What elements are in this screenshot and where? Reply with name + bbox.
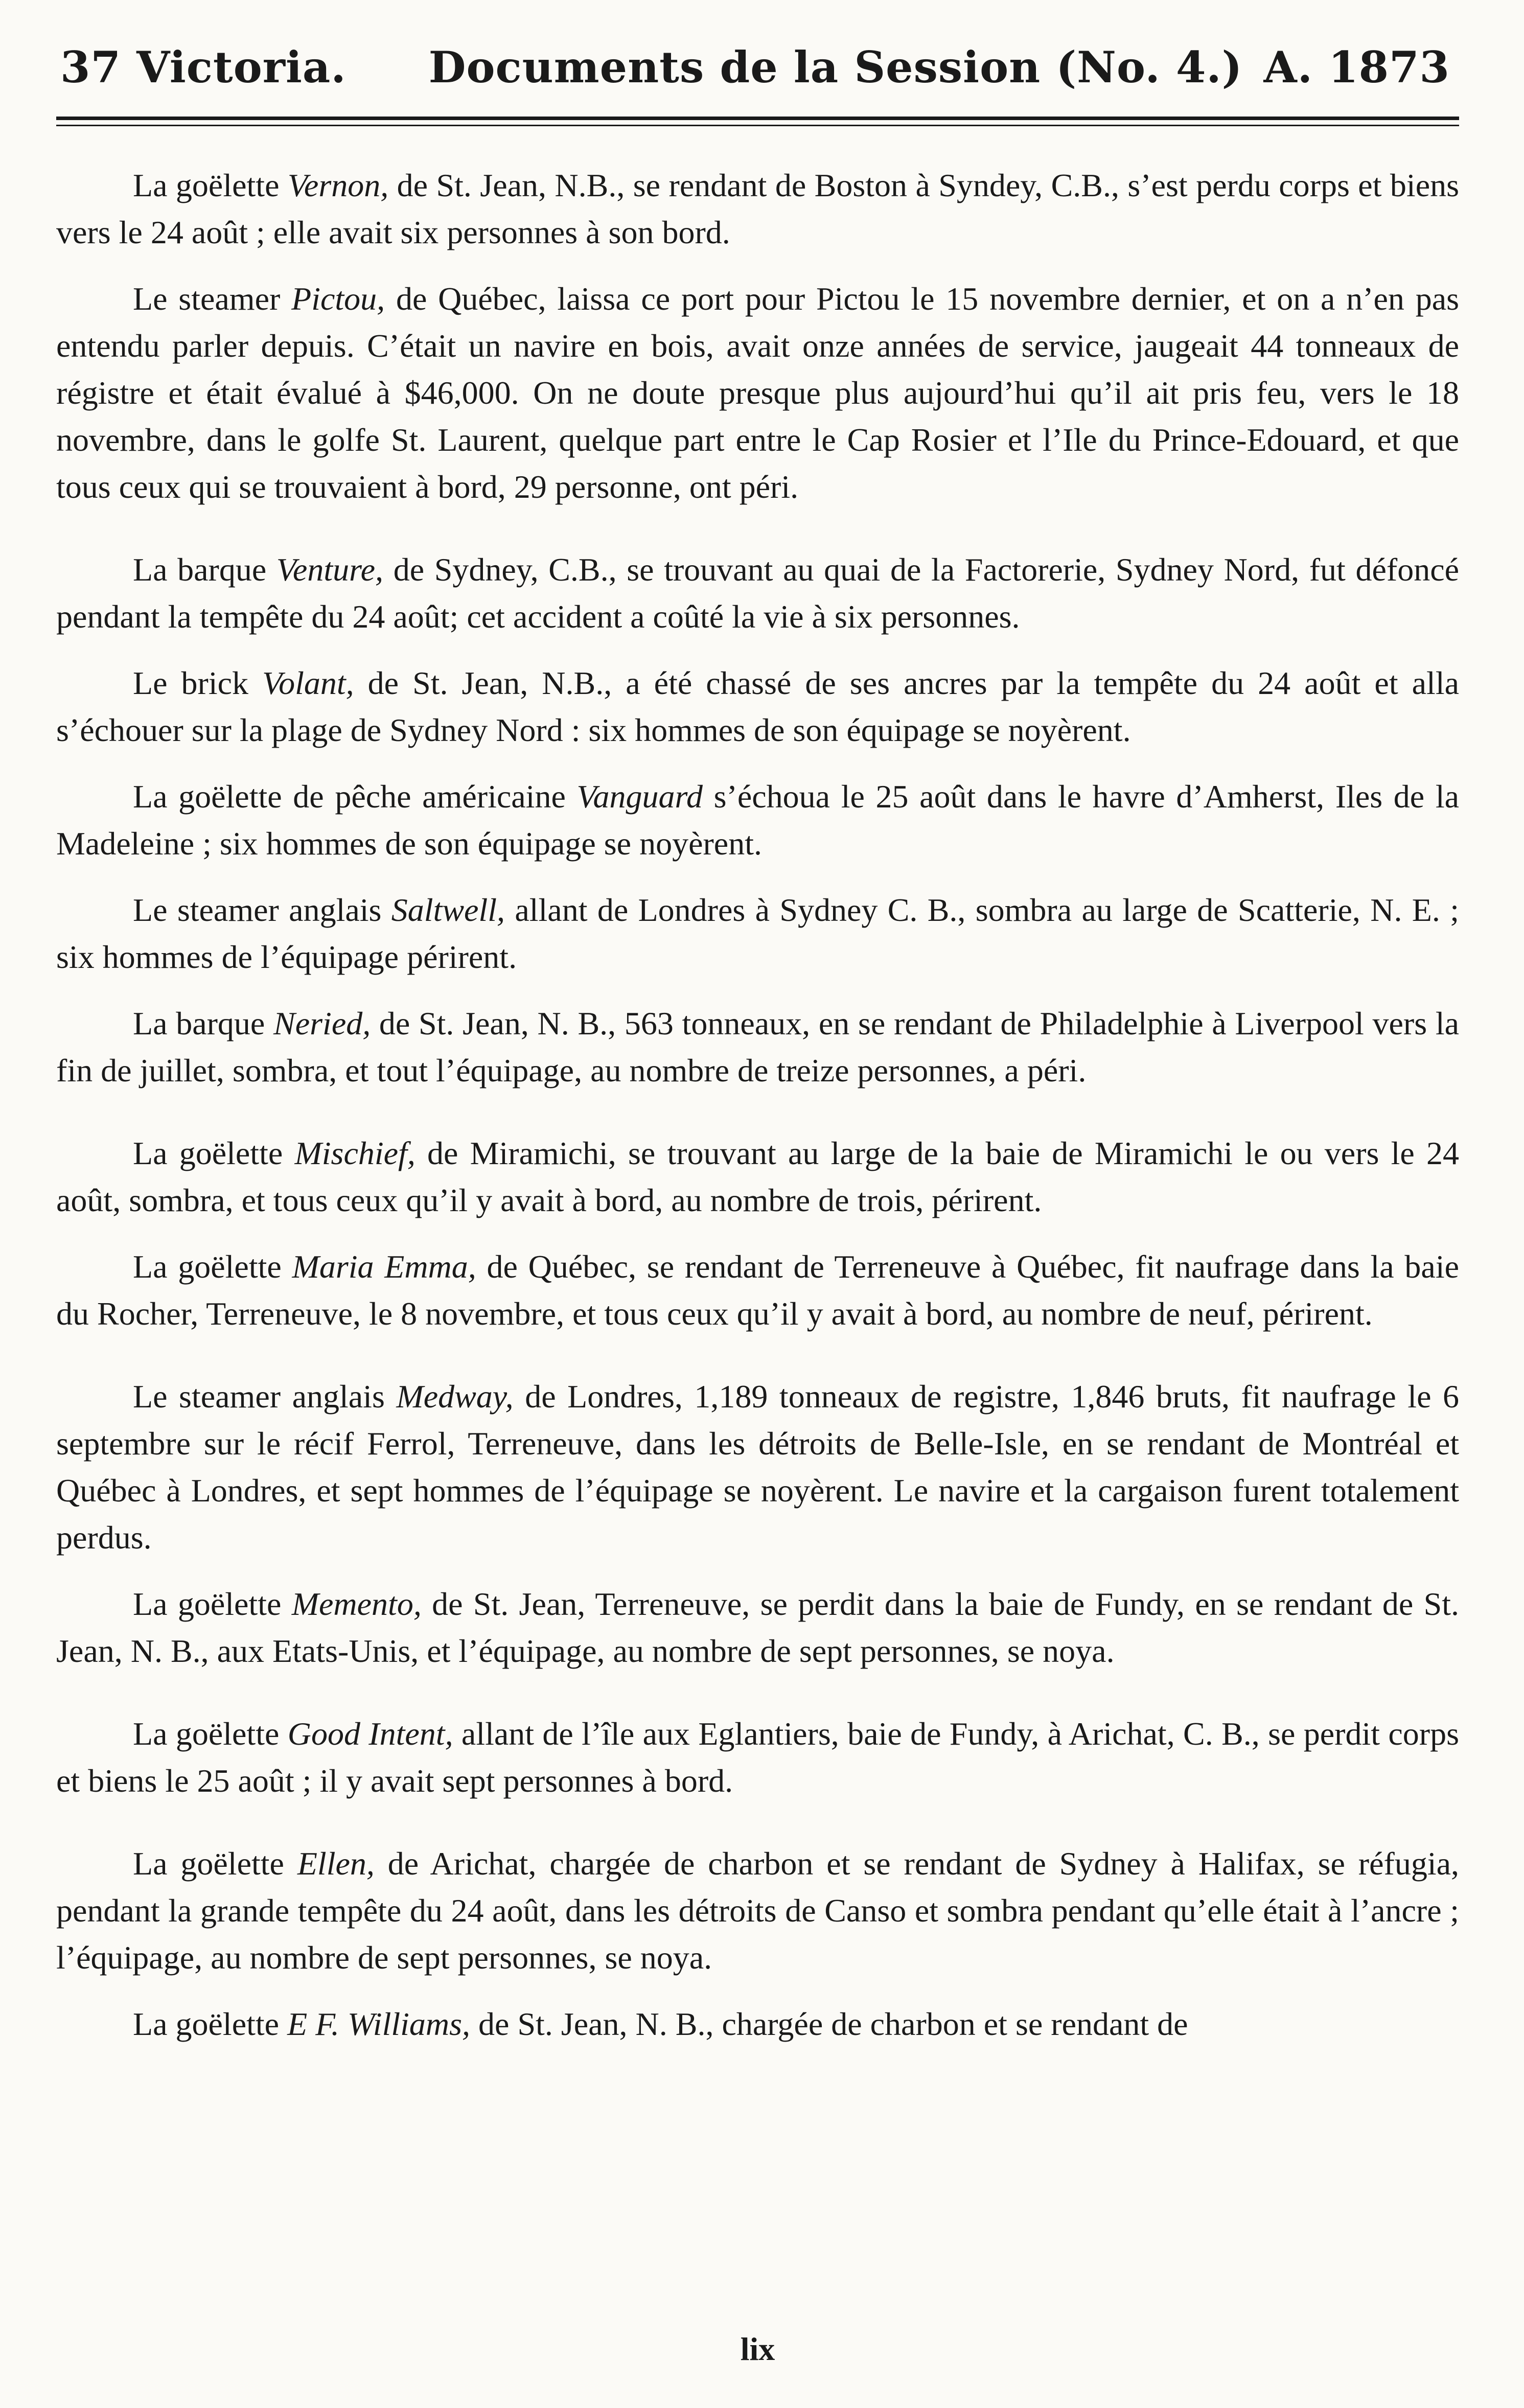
- ship-name: Vanguard: [576, 778, 703, 815]
- ship-name: Ellen,: [297, 1845, 375, 1882]
- paragraph-vernon: La goëlette Vernon, de St. Jean, N.B., se rendant de Boston à Syndey, C.B., s’est perdu corps et biens vers le 24 août ; elle avait six personnes à son bord.: [56, 167, 1460, 250]
- paragraph-pictou: Le steamer Pictou, de Québec, laissa ce port pour Pictou le 15 novembre dernier, et on a n’en pas entendu parler depuis. C’était un navire en bois, avait onze années de service, jaugeait 44 tonneaux de régistre et était évalué à $46,000. On ne doute presque plus aujourd’hui qu’il ait pris feu, vers le 18 novembre, dans le golfe St. Laurent, quelque part entre le Cap Rosier et l’Ile du Prince-Edouard, et que tous ceux qui se trouvaient à bord, 29 personne, ont péri.: [56, 281, 1460, 505]
- body-text: [56, 162, 1459, 2048]
- ship-name: Saltwell,: [391, 892, 505, 928]
- ship-name: Neried,: [273, 1005, 371, 1041]
- running-header: [56, 42, 1459, 92]
- ship-name: Maria Emma,: [292, 1248, 476, 1285]
- paragraph-mischief: La goëlette Mischief, de Miramichi, se trouvant au large de la baie de Miramichi le ou vers le 24 août, sombra, et tous ceux qu’il y avait à bord, au nombre de trois, périrent.: [56, 1135, 1460, 1218]
- header-right: A. 1873: [1263, 42, 1450, 92]
- page-number: lix: [740, 2331, 775, 2367]
- ship-name: Mischief,: [294, 1135, 415, 1171]
- paragraph-e-f-williams: La goëlette E F. Williams, de St. Jean, N. B., chargée de charbon et se rendant de: [133, 2006, 1188, 2042]
- ship-name: Vernon,: [287, 167, 389, 203]
- document-page: [56, 42, 1460, 2376]
- paragraph-vanguard: La goëlette de pêche américaine Vanguard s’échoua le 25 août dans le havre d’Amherst, Iles de la Madeleine ; six hommes de son équipage se noyèrent.: [56, 778, 1460, 862]
- header-left: 37 Victoria.: [60, 42, 347, 92]
- ship-name: Venture,: [276, 551, 384, 588]
- paragraph-venture: La barque Venture, de Sydney, C.B., se trouvant au quai de la Factorerie, Sydney Nord, fut défoncé pendant la tempête du 24 août; cet accident a coûté la vie à six personnes.: [56, 551, 1460, 635]
- ship-name: Volant,: [262, 665, 354, 701]
- ship-name: Memento,: [291, 1586, 422, 1622]
- paragraph-volant: Le brick Volant, de St. Jean, N.B., a été chassé de ses ancres par la tempête du 24 août et alla s’échouer sur la plage de Sydney Nord : six hommes de son équipage se noyèrent.: [56, 665, 1460, 748]
- paragraph-good-intent: La goëlette Good Intent, allant de l’île aux Eglantiers, baie de Fundy, à Arichat, C. B., se perdit corps et biens le 25 août ; il y avait sept personnes à bord.: [56, 1716, 1460, 1799]
- header-rule-thick: [56, 117, 1459, 120]
- ship-name: Good Intent,: [287, 1716, 453, 1752]
- ship-name: E F. Williams,: [287, 2006, 471, 2042]
- header-center: Documents de la Session (No. 4.): [428, 42, 1243, 92]
- paragraph-ellen: La goëlette Ellen, de Arichat, chargée de charbon et se rendant de Sydney à Halifax, se réfugia, pendant la grande tempête du 24 août, dans les détroits de Canso et sombra pendant qu’elle était à l’ancre ; l’équipage, au nombre de sept personnes, se noya.: [56, 1845, 1459, 1976]
- ship-name: Medway,: [396, 1378, 514, 1415]
- paragraph-memento: La goëlette Memento, de St. Jean, Terreneuve, se perdit dans la baie de Fundy, en se rendant de St. Jean, N. B., aux Etats-Unis, et l’équipage, au nombre de sept personnes, se noya.: [56, 1586, 1460, 1669]
- paragraph-neried: La barque Neried, de St. Jean, N. B., 563 tonneaux, en se rendant de Philadelphie à Liverpool vers la fin de juillet, sombra, et tout l’équipage, au nombre de treize personnes, a péri.: [56, 1005, 1460, 1089]
- ship-name: Pictou,: [291, 281, 385, 317]
- paragraph-maria-emma: La goëlette Maria Emma, de Québec, se rendant de Terreneuve à Québec, fit naufrage dans la baie du Rocher, Terreneuve, le 8 novembre, et tous ceux qu’il y avait à bord, au nombre de neuf, périrent.: [56, 1248, 1460, 1332]
- paragraph-medway: Le steamer anglais Medway, de Londres, 1,189 tonneaux de registre, 1,846 bruts, fit naufrage le 6 septembre sur le récif Ferrol, Terreneuve, dans les détroits de Belle-Isle, en se rendant de Montréal et Québec à Londres, et sept hommes de l’équipage se noyèrent. Le navire et la cargaison furent totalement perdus.: [56, 1378, 1460, 1556]
- header-rule-thin: [56, 125, 1459, 126]
- paragraph-saltwell: Le steamer anglais Saltwell, allant de Londres à Sydney C. B., sombra au large de Scatterie, N. E. ; six hommes de l’équipage périrent.: [56, 892, 1459, 975]
